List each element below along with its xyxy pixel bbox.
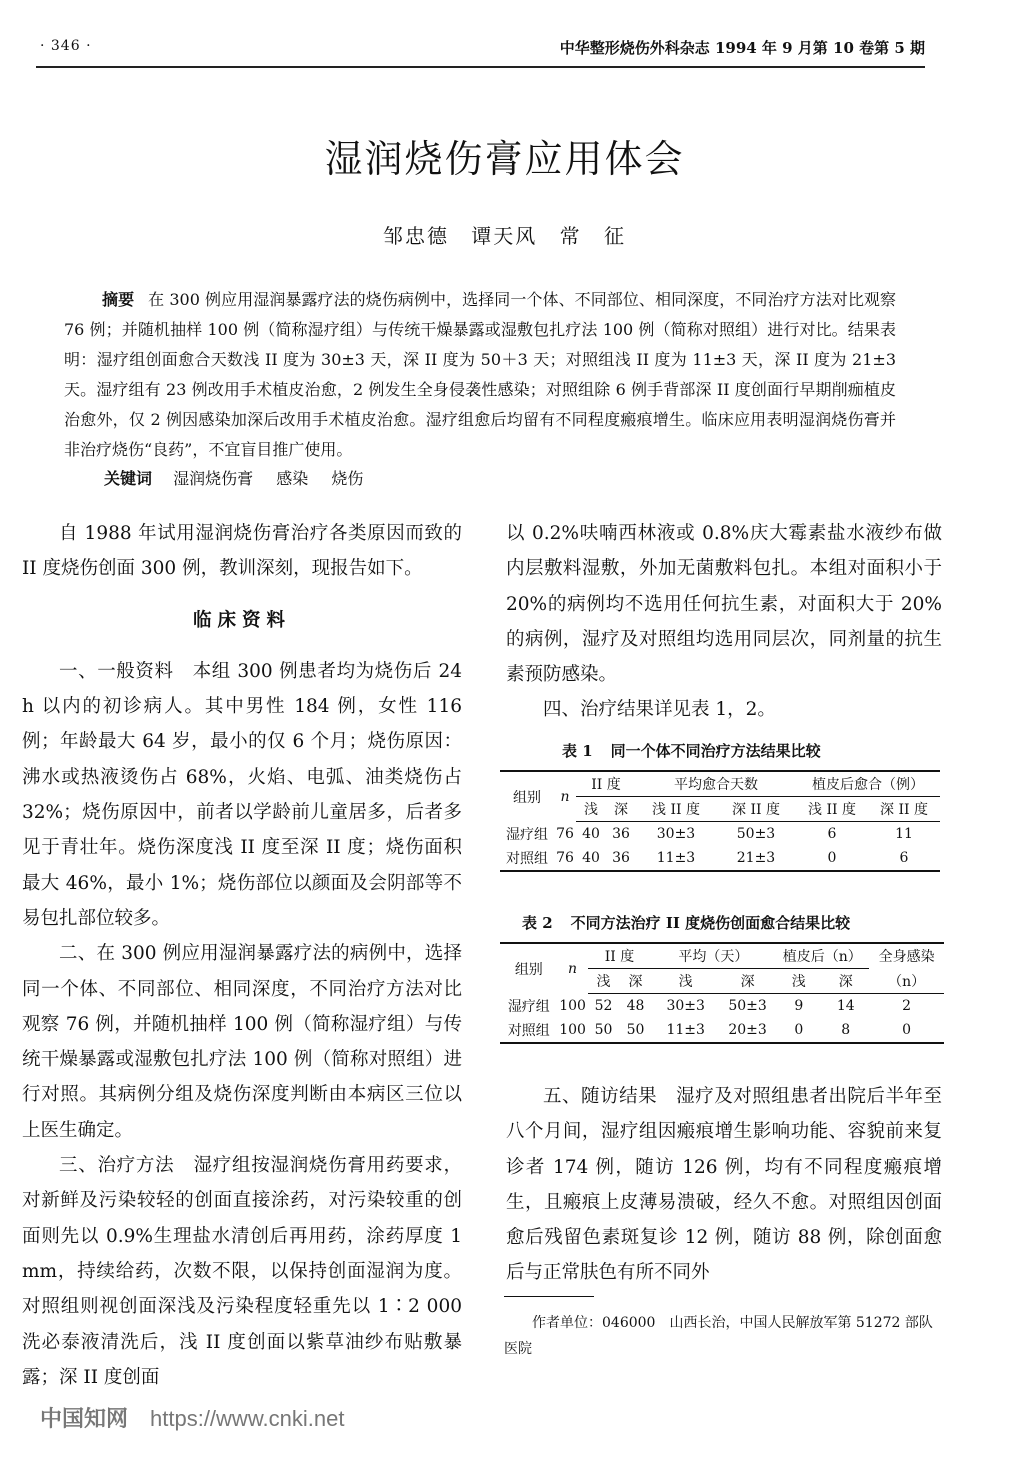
paragraph-general-data: 一、一般资料 本组 300 例患者均为烧伤后 24 h 以内的初诊病人。其中男性 184 例，女性 116 例；年龄最大 64 岁，最小的仅 6 个月；烧伤原因：沸水或热液烫伤占 68%，火焰、电弧、油类烧伤占 32%；烧伤原因中，前者以学龄前儿童居多，后者多见于青壮年。烧伤深度浅 II 度至深 II 度；烧伤面积最大 46%，最小 1%；烧伤部位以颜面及会阴部等不易包扎部位较多。 (22, 660, 462, 929)
table-cell: 76 (554, 846, 576, 871)
table-cell: 0 (775, 1018, 822, 1043)
table2-header-avg-shallow: 浅 (652, 969, 720, 994)
table-cell: 40 (576, 846, 606, 871)
table1-header-avg-shallow: 浅 II 度 (636, 797, 716, 822)
table-cell: 8 (822, 1018, 869, 1043)
section-heading: 临床资料 (192, 609, 291, 631)
table2-header-avg: 平均（天） (652, 943, 776, 969)
table2-header-deep: 深 (620, 969, 652, 994)
table-cell: 2 (902, 998, 912, 1014)
table2-number: 表 2 (522, 914, 553, 932)
keyword: 烧伤 (331, 469, 364, 488)
table-cell: 对照组 (500, 846, 554, 871)
table-cell: 对照组 (500, 1018, 558, 1043)
watermark (40, 1402, 344, 1433)
body-column-right-lower (506, 1079, 942, 1291)
table-cell: 76 (556, 825, 574, 842)
paragraph-follow-up: 五、随访结果 湿疗及对照组患者出院后半年至八个月间，湿疗组因瘢痕增生影响功能、容貌前来复诊者 174 例，随访 126 例，均有不同程度瘢痕增生，且瘢痕上皮薄易溃破，经久不愈。对照组因创面愈后残留色素斑复诊 12 例，随访 88 例，除创面愈后与正常肤色有所不同外 (506, 1086, 942, 1284)
table-row (500, 846, 940, 871)
watermark-url: https://www.cnki.net (150, 1406, 345, 1431)
table1-header-deep: 深 (606, 797, 636, 822)
paragraph-treatment-continued: 以 0.2%呋喃西林液或 0.8%庆大霉素盐水液纱布做内层敷料湿敷，外加无菌敷料包扎。本组对面积小于 20%的病例均不选用任何抗生素，对面积大于 20%的病例，湿疗及对照组均选用同层次，同剂量的抗生素预防感染。 (506, 523, 942, 686)
body-column-left (22, 516, 462, 1395)
table-cell: 0 (796, 846, 868, 871)
table-cell: 6 (868, 846, 940, 871)
table2-header-graft-shallow: 浅 (775, 969, 822, 994)
table-cell: 36 (606, 846, 636, 871)
table-cell: 11±3 (652, 1018, 720, 1043)
table1-header-group: 组别 (500, 771, 554, 822)
table-cell: 100 (558, 1018, 588, 1043)
table1 (500, 770, 940, 872)
page-number: · 346 · (40, 38, 92, 54)
table-cell: 48 (626, 998, 645, 1014)
table-row (500, 1018, 944, 1043)
table1-header-n: n (554, 771, 576, 822)
table2-caption (522, 912, 850, 933)
table-cell: 52 (594, 998, 613, 1014)
body-column-right (506, 516, 942, 728)
paragraph-grouping: 二、在 300 例应用湿润暴露疗法的病例中，选择同一个体、不同部位、相同深度，不同治疗方法对比观察 76 例，并随机抽样 100 例（简称湿疗组）与传统干燥暴露或湿敷包扎疗法 100 例（简称对照组）进行对照。其病例分组及烧伤深度判断由本病区三位以上医生确定。 (22, 943, 462, 1141)
table1-header-graft: 植皮后愈合（例） (796, 771, 940, 797)
footnote-rule (504, 1296, 594, 1297)
keywords-label: 关键词 (104, 469, 153, 488)
table1-caption (562, 740, 821, 761)
table1-header-avg-days: 平均愈合天数 (636, 771, 796, 797)
abstract-text: 在 300 例应用湿润暴露疗法的烧伤病例中，选择同一个体、不同部位、相同深度，不同治疗方法对比观察 76 例；并随机抽样 100 例（简称湿疗组）与传统干燥暴露或湿敷包扎疗法 100 例（简称对照组）进行对比。结果表明：湿疗组创面愈合天数浅 II 度为 30±3 天，深 II 度为 50＋3 天；对照组浅 II 度为 11±3 天，深 II 度为 21±3 天。湿疗组有 23 例改用手术植皮治愈，2 例发生全身侵袭性感染；对照组除 6 例手背部深 II 度创面行早期削痂植皮治愈外，仅 2 例因感染加深后改用手术植皮治愈。湿疗组愈后均留有不同程度瘢痕增生。临床应用表明湿润烧伤膏并非治疗烧伤“良药”，不宜盲目推广使用。 (64, 290, 896, 459)
article-authors: 邹忠德 谭天风 常 征 (382, 224, 627, 248)
table-cell: 11±3 (636, 846, 716, 871)
table-cell: 50±3 (728, 998, 767, 1014)
table-row (500, 822, 940, 847)
table1-header-degree: II 度 (576, 771, 636, 797)
paragraph-treatment: 三、治疗方法 湿疗组按湿润烧伤膏用药要求，对新鲜及污染较轻的创面直接涂药，对污染较重的创面则先以 0.9%生理盐水清创后再用药，涂药厚度 1 mm，持续给药，次数不限，以保持创面湿润为度。对照组则视创面深浅及污染程度轻重先以 1∶2 000 洗必泰液清洗后，浅 II 度创面以紫草油纱布贴敷暴露；深 II 度创面 (22, 1155, 462, 1388)
paragraph-results: 四、治疗结果详见表 1，2。 (543, 699, 776, 721)
table-cell: 50 (588, 1018, 620, 1043)
table1-title: 同一个体不同治疗方法结果比较 (610, 742, 821, 760)
table-row (500, 994, 944, 1019)
abstract-label: 摘要 (102, 290, 135, 309)
header-rule (36, 66, 925, 68)
table1-header-avg-deep: 深 II 度 (716, 797, 796, 822)
table2-header-degree: II 度 (588, 943, 652, 969)
table2 (500, 942, 944, 1044)
table-cell: 50±3 (736, 826, 776, 842)
table-cell: 湿疗组 (507, 998, 550, 1015)
table2-header-group: 组别 (500, 943, 558, 994)
author-affiliation-footnote: 作者单位：046000 山西长治，中国人民解放军第 51272 部队医院 (504, 1315, 933, 1357)
table-cell: 50 (620, 1018, 652, 1043)
table2-header-shallow: 浅 (588, 969, 620, 994)
table-cell: 6 (827, 826, 837, 842)
table1-number: 表 1 (562, 742, 593, 760)
table2-header-avg-deep: 深 (720, 969, 776, 994)
table-cell: 40 (582, 826, 600, 842)
table-cell: 9 (794, 998, 804, 1014)
journal-running-head: 中华整形烧伤外科杂志 1994 年 9 月第 10 卷第 5 期 (559, 39, 925, 57)
table2-header-n: n (558, 943, 588, 994)
abstract (64, 285, 896, 465)
table2-header-graft-deep: 深 (822, 969, 869, 994)
table2-header-graft: 植皮后（n） (775, 943, 869, 969)
table-cell: 湿疗组 (506, 826, 548, 843)
table-cell: 30±3 (666, 998, 705, 1014)
table-cell: 30±3 (656, 826, 696, 842)
keyword: 湿润烧伤膏 (173, 469, 254, 488)
table-cell: 20±3 (720, 1018, 776, 1043)
table-cell: 0 (869, 1018, 944, 1043)
table-cell: 36 (612, 826, 630, 842)
article-title: 湿润烧伤膏应用体会 (324, 137, 685, 181)
table2-title: 不同方法治疗 II 度烧伤创面愈合结果比较 (570, 914, 851, 932)
keywords (104, 466, 381, 489)
table-cell: 11 (895, 826, 913, 842)
table-cell: 14 (836, 998, 855, 1014)
table1-header-graft-shallow: 浅 II 度 (796, 797, 868, 822)
table-cell: 100 (559, 997, 586, 1014)
intro-paragraph: 自 1988 年试用湿润烧伤膏治疗各类原因而致的 II 度烧伤创面 300 例，教训深刻，现报告如下。 (22, 523, 462, 580)
table-cell: 21±3 (716, 846, 796, 871)
table1-header-graft-deep: 深 II 度 (868, 797, 940, 822)
table2-header-infection: 全身感染 (869, 943, 944, 969)
watermark-brand: 中国知网 (40, 1406, 129, 1431)
keyword: 感染 (276, 469, 309, 488)
table2-header-infection-n: （n） (869, 969, 944, 994)
table1-header-shallow: 浅 (576, 797, 606, 822)
